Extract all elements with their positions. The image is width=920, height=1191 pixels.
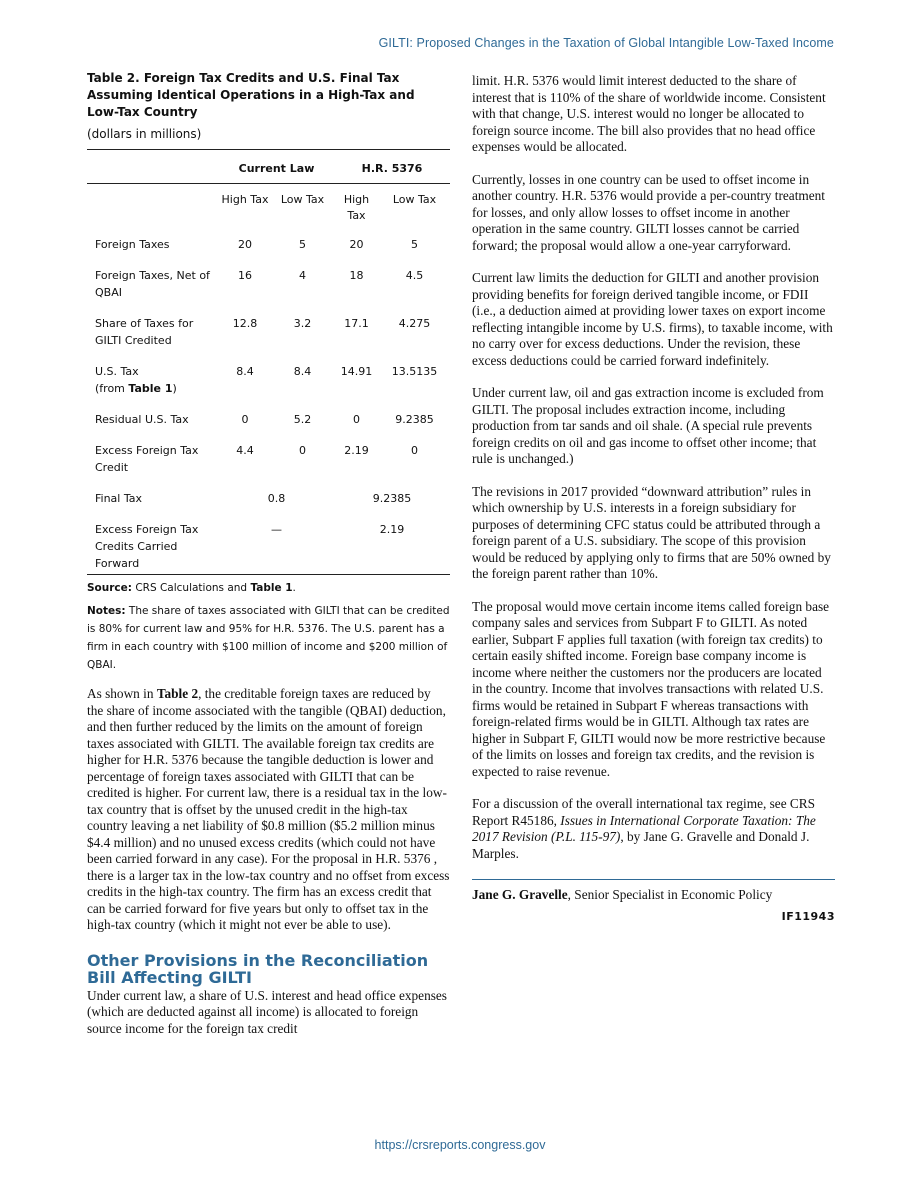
row-label-main: U.S. Tax xyxy=(95,365,139,378)
table-cell: 13.5135 xyxy=(391,365,438,378)
table-cell-merged: 9.2385 xyxy=(372,492,412,505)
signature-divider xyxy=(472,879,835,880)
paragraph: Current law limits the deduction for GILTI and another provision providing benefits for foreign derived tangible income, or FDII (i.e., a deduction aimed at providing lower taxes on export income reflecting intangible income by U.S. firms), to taxable income, with no carry over for excess deductions. Under the revision, these excess deductions could be carried forward indefinitely. xyxy=(472,270,833,368)
table-row xyxy=(87,357,450,405)
table-cell: 0 xyxy=(299,444,306,457)
table-1-reference: Table 1 xyxy=(128,382,173,395)
paragraph xyxy=(87,686,450,934)
row-label: Excess Foreign Tax Credit xyxy=(95,444,199,474)
paragraph: limit. H.R. 5376 would limit interest deducted to the share of interest that is 110% of the share of worldwide income. Consistent with that change, U.S. interest would no longer be allocated to foreign source income. The bill also provides that no head office expenses would be allocated. xyxy=(472,73,826,154)
table-cell: 16 xyxy=(238,269,252,282)
table-cell: 8.4 xyxy=(236,365,254,378)
table-cell: 18 xyxy=(349,269,364,282)
section-heading: Other Provisions in the Reconciliation Bill Affecting GILTI xyxy=(87,950,429,987)
table-column-header-row xyxy=(87,184,450,231)
table-cell: 8.4 xyxy=(293,365,312,378)
notes-text: The share of taxes associated with GILTI that can be credited is 80% for current law and 95% for H.R. 5376. The U.S. parent has a firm in each country with $100 million of income and $200 million of QBAI. xyxy=(87,605,450,671)
paragraph: Under current law, a share of U.S. interest and head office expenses (which are deducted against all income) is allocated to foreign source income for the foreign tax credit xyxy=(87,987,447,1036)
table-cell: 12.8 xyxy=(232,317,258,330)
table-cell-merged: 0.8 xyxy=(267,492,286,505)
text-run: For a discussion of the overall international tax regime, see CRS Report R45186, xyxy=(472,796,816,828)
table-cell: 14.91 xyxy=(340,365,373,378)
table-cell: 9.2385 xyxy=(395,413,434,426)
source-table-ref: Table 1 xyxy=(250,582,293,594)
table-row xyxy=(87,230,450,261)
author-name: Jane G. Gravelle xyxy=(472,887,568,902)
table-cell: 5 xyxy=(411,238,418,251)
author-title: , Senior Specialist in Economic Policy xyxy=(567,887,773,902)
table-header-blank-2 xyxy=(87,184,219,231)
text-run: As shown in xyxy=(87,686,157,701)
group-header-current-law: Current Law xyxy=(219,150,334,184)
text-run: , the creditable foreign taxes are reduced by the share of income associated with the tangible (QBAI) deduction, and then further reduced by the limits on the amount of foreign taxes associated with GILTI. The available foreign tax credits are higher for H.R. 5376 because the tangible deduction is lower and percentage of foreign taxes associated with GILTI that can be credited is higher. For current law, there is a residual tax in the low-tax country that is offset by the unused credit in the high-tax country leaving a net liability of $0.8 million ($5.2 million minus $4.4 million) and no unused excess credits (which could not have been carried forward in any case). For the proposal in H.R. 5376 , there is a larger tax in the low-tax country and no offset from excess credits in the high-tax country. The firm has an excess credit that can be carried forward for five years but only to offset tax in the high-tax country (which it might not ever be able to use). xyxy=(87,686,450,932)
running-header: GILTI: Proposed Changes in the Taxation of Global Intangible Low-Taxed Income xyxy=(378,36,834,50)
table-cell: 4.4 xyxy=(236,444,254,457)
table-cell: 4 xyxy=(299,269,306,282)
paragraph xyxy=(472,796,835,862)
table-row xyxy=(87,405,450,436)
table-row xyxy=(87,484,450,515)
table-cell: 4.275 xyxy=(398,317,431,330)
table-cell-merged: — xyxy=(219,515,334,575)
row-label: Foreign Taxes, Net of QBAI xyxy=(95,269,210,299)
col-header-hr-low: Low Tax xyxy=(392,193,437,206)
report-title: Issues in International Corporate Taxation: The 2017 Revision (P.L. 115-97) xyxy=(472,812,816,844)
paragraph: The revisions in 2017 provided “downward attribution” rules in which ownership by U.S. interests in a foreign subsidiary for purposes of determining CFC status could be attributed through a foreign parent of a U.S. subsidiary. The scope of this provision would be reduced by applying only to firms that are 50% owned by the foreign parent rather than 10%. xyxy=(472,483,831,581)
table-cell: 3.2 xyxy=(293,317,312,330)
source-text: CRS Calculations and xyxy=(131,582,251,594)
row-label: Share of Taxes for GILTI Credited xyxy=(95,317,194,347)
row-label-sub-pre: (from xyxy=(95,382,129,395)
paragraph: Currently, losses in one country can be used to offset income in another country. H.R. 5376 would provide a per-country treatment for losses, and only allow losses to offset income in another operation in the same country. GILTI losses cannot be carried forward; the proposal would allow a one-year carryforward. xyxy=(472,171,825,253)
left-column xyxy=(87,70,450,1037)
table-subtitle: (dollars in millions) xyxy=(87,127,202,141)
table-notes xyxy=(87,602,450,674)
table-row xyxy=(87,261,450,309)
row-label: Final Tax xyxy=(95,492,142,505)
table-title: Table 2. Foreign Tax Credits and U.S. Final Tax Assuming Identical Operations in a High-Tax and Low-Tax Country xyxy=(87,71,415,119)
text-run: , by Jane G. Gravelle and Donald J. Marples. xyxy=(472,829,810,861)
paragraph: Under current law, oil and gas extraction income is excluded from GILTI. The proposal includes extraction income, including production from tar sands and oil shale. (A special rule prevents foreign credits on oil and gas income to offset other income; that rule is unchanged.) xyxy=(472,385,824,466)
author-signature xyxy=(472,887,835,903)
table-cell: 2.19 xyxy=(344,444,369,457)
table-cell: 5 xyxy=(299,238,306,251)
table-cell: 0 xyxy=(241,413,249,426)
table-cell-merged: 2.19 xyxy=(334,515,450,575)
source-end: . xyxy=(292,582,296,594)
col-header-current-low: Low Tax xyxy=(280,193,325,206)
row-label: Excess Foreign Tax Credits Carried Forward xyxy=(87,515,219,575)
table-cell: 20 xyxy=(349,238,364,251)
table-row xyxy=(87,309,450,357)
paragraph: The proposal would move certain income items called foreign base company sales and services from Subpart F to GILTI. As noted earlier, Subpart F applies full taxation (with foreign tax credits) to certain easily shifted income. Foreign base company income is income where neither the customers nor the producers are located in the country. Income that involves transactions with related U.S. firms would be retained in Subpart F whereas transactions with foreign-related firms would be in GILTI. Although tax rates are higher in Subpart F, GILTI would now be more restrictive because of the limits on losses and foreign tax credits, and the revision is expected to raise revenue. xyxy=(472,598,830,779)
table-cell: 0 xyxy=(411,444,418,457)
table-2-reference: Table 2 xyxy=(156,686,199,701)
row-label: Residual U.S. Tax xyxy=(95,413,189,426)
tax-credit-table xyxy=(87,149,450,575)
table-cell: 0 xyxy=(353,413,360,426)
table-row xyxy=(87,436,450,484)
table-row xyxy=(87,515,450,575)
col-header-hr-high: High Tax xyxy=(343,193,370,222)
document-id: IF11943 xyxy=(781,910,835,923)
row-label xyxy=(87,357,219,405)
table-source xyxy=(87,581,450,596)
table-cell: 5.2 xyxy=(293,413,312,426)
table-cell: 17.1 xyxy=(344,317,369,330)
notes-label: Notes: xyxy=(87,605,126,617)
table-cell: 20 xyxy=(238,238,252,251)
table-header-blank xyxy=(87,150,219,184)
right-column xyxy=(472,73,835,923)
table-group-header-row xyxy=(87,150,450,184)
row-label-sub-post: ) xyxy=(172,382,177,395)
group-header-hr5376: H.R. 5376 xyxy=(334,150,450,184)
col-header-current-high: High Tax xyxy=(221,193,269,206)
source-label: Source: xyxy=(87,582,132,594)
footer-url[interactable]: https://crsreports.congress.gov xyxy=(374,1138,546,1152)
row-label: Foreign Taxes xyxy=(95,238,170,251)
table-cell: 4.5 xyxy=(405,269,424,282)
